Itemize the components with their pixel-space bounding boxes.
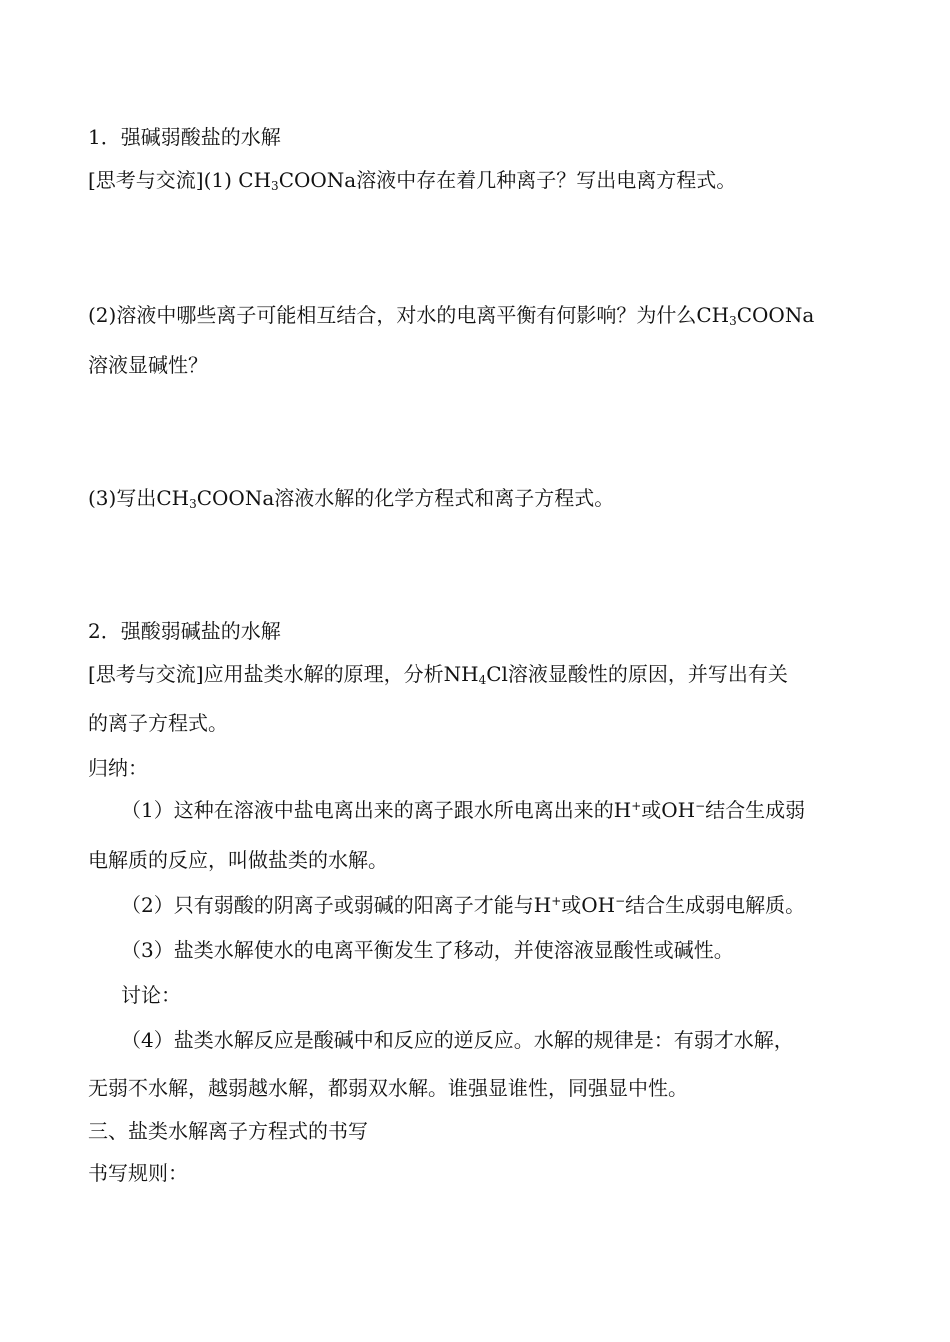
question-2-text: (2)溶液中哪些离子可能相互结合，对水的电离平衡有何影响？为什么 <box>88 303 697 327</box>
question-1-text: 溶液中存在着几种离子？写出电离方程式。 <box>356 168 737 192</box>
formula-coona: COONa <box>736 303 815 327</box>
question-3-prefix: (3)写出 <box>88 486 157 510</box>
charge-minus: − <box>695 799 706 813</box>
question-1 <box>88 166 736 194</box>
rules-label: 书写规则： <box>88 1161 188 1185</box>
charge-plus: + <box>631 799 642 813</box>
formula-cl: Cl <box>486 662 508 686</box>
formula-subscript: 3 <box>189 497 197 511</box>
point-2-text-b: 或 <box>561 893 582 917</box>
formula-ch3-ch: CH <box>238 168 272 192</box>
think-text: 溶液显酸性的原因，并写出有关 <box>507 662 788 686</box>
formula-nh: NH <box>443 662 479 686</box>
formula-h: H <box>613 798 632 822</box>
point-1-text-c: 结合生成弱 <box>705 798 806 822</box>
point-1-text-b: 或 <box>641 798 662 822</box>
section1-heading: 1．强碱弱酸盐的水解 <box>88 125 281 149</box>
point-1-line1 <box>121 796 805 824</box>
point-2-text-a: （2）只有弱酸的阴离子或弱碱的阳离子才能与 <box>121 893 534 917</box>
point-2-text-c: 结合生成弱电解质。 <box>625 893 806 917</box>
question-3-text: 溶液水解的化学方程式和离子方程式。 <box>274 486 615 510</box>
section2-heading: 2．强酸弱碱盐的水解 <box>88 619 281 643</box>
point-2 <box>121 891 805 919</box>
formula-subscript-4: 4 <box>478 673 487 687</box>
question-2-line1 <box>88 301 814 329</box>
point-4-line2: 无弱不水解，越弱越水解，都弱双水解。谁强显谁性，同强显中性。 <box>88 1076 688 1100</box>
point-3: （3）盐类水解使水的电离平衡发生了移动，并使溶液显酸性或碱性。 <box>121 938 734 962</box>
formula-oh: OH <box>661 798 696 822</box>
question-2-line2: 溶液显碱性？ <box>88 353 208 377</box>
think-prefix: [思考与交流]应用盐类水解的原理，分析 <box>88 662 444 686</box>
point-1-text-a: （1）这种在溶液中盐电离出来的离子跟水所电离出来的 <box>121 798 614 822</box>
discussion-label: 讨论： <box>121 983 181 1007</box>
formula-ch: CH <box>156 486 190 510</box>
formula-coona: COONa <box>278 168 357 192</box>
formula-subscript: 3 <box>729 314 737 328</box>
point-1-line2: 电解质的反应，叫做盐类的水解。 <box>88 848 388 872</box>
formula-oh: OH <box>581 893 616 917</box>
question-1-prefix: [思考与交流](1) <box>88 168 239 192</box>
formula-subscript-3: 3 <box>271 179 279 193</box>
charge-plus: + <box>551 894 562 908</box>
section3-heading: 三、盐类水解离子方程式的书写 <box>88 1119 368 1143</box>
think-line1 <box>88 660 788 688</box>
formula-ch: CH <box>696 303 730 327</box>
question-3 <box>88 484 614 512</box>
think-line2: 的离子方程式。 <box>88 711 228 735</box>
formula-h: H <box>533 893 552 917</box>
formula-coona: COONa <box>196 486 275 510</box>
summary-label: 归纳： <box>88 756 148 780</box>
charge-minus: − <box>615 894 626 908</box>
point-4-line1: （4）盐类水解反应是酸碱中和反应的逆反应。水解的规律是：有弱才水解， <box>121 1028 794 1052</box>
